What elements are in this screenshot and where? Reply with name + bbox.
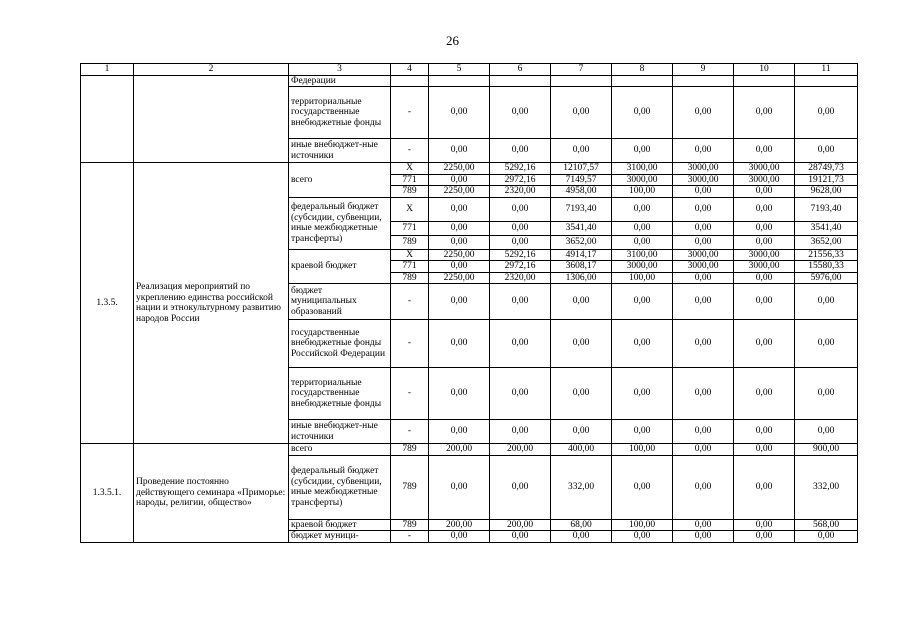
value-cell: 0,00 bbox=[551, 368, 612, 420]
value-cell: 7193,40 bbox=[795, 197, 858, 221]
value-cell: 0,00 bbox=[734, 284, 795, 320]
value-cell: 0,00 bbox=[734, 87, 795, 139]
value-cell: 0,00 bbox=[795, 320, 858, 368]
source-name: краевой бюджет bbox=[289, 519, 391, 531]
value-cell: 0,00 bbox=[673, 420, 734, 444]
value-cell: 28749,73 bbox=[795, 163, 858, 175]
value-cell: 7193,40 bbox=[551, 197, 612, 221]
source-name: всего bbox=[289, 444, 391, 456]
table-body bbox=[81, 64, 858, 543]
column-header: 11 bbox=[795, 64, 858, 76]
value-cell: 0,00 bbox=[490, 420, 551, 444]
value-cell: 0,00 bbox=[673, 197, 734, 221]
value-cell: 2250,00 bbox=[429, 186, 490, 198]
value-cell: 100,00 bbox=[612, 186, 673, 198]
value-cell: 0,00 bbox=[673, 444, 734, 456]
table-row bbox=[81, 64, 858, 76]
value-cell: 0,00 bbox=[551, 139, 612, 163]
value-cell: 0,00 bbox=[429, 455, 490, 519]
value-cell: 0,00 bbox=[490, 235, 551, 249]
value-cell: 3000,00 bbox=[612, 174, 673, 186]
value-cell: 0,00 bbox=[429, 87, 490, 139]
value-cell: 15580,33 bbox=[795, 261, 858, 273]
value-cell: 0,00 bbox=[673, 221, 734, 235]
code-cell: 789 bbox=[391, 186, 429, 198]
code-cell: X bbox=[391, 249, 429, 261]
value-cell: 2250,00 bbox=[429, 272, 490, 284]
code-cell: 789 bbox=[391, 235, 429, 249]
source-name: краевой бюджет bbox=[289, 249, 391, 284]
value-cell: 0,00 bbox=[673, 284, 734, 320]
source-name: всего bbox=[289, 163, 391, 198]
code-cell: 771 bbox=[391, 221, 429, 235]
value-cell: 0,00 bbox=[673, 519, 734, 531]
source-name: федеральный бюджет (субсидии, субвенции, иные межбюджетные трансферты) bbox=[289, 197, 391, 249]
value-cell: 0,00 bbox=[734, 519, 795, 531]
value-cell: 0,00 bbox=[612, 420, 673, 444]
value-cell: 100,00 bbox=[612, 444, 673, 456]
value-cell: 0,00 bbox=[734, 444, 795, 456]
value-cell: 0,00 bbox=[612, 235, 673, 249]
value-cell: 0,00 bbox=[551, 531, 612, 543]
value-cell: 3000,00 bbox=[673, 249, 734, 261]
value-cell: 0,00 bbox=[795, 139, 858, 163]
value-cell: 0,00 bbox=[429, 235, 490, 249]
code-cell: - bbox=[391, 139, 429, 163]
value-cell: 0,00 bbox=[429, 197, 490, 221]
code-cell: 771 bbox=[391, 261, 429, 273]
value-cell: 0,00 bbox=[429, 320, 490, 368]
source-name: федеральный бюджет (субсидии, субвенции, иные межбюджетные трансферты) bbox=[289, 455, 391, 519]
column-header: 3 bbox=[289, 64, 391, 76]
value-cell: 3541,40 bbox=[551, 221, 612, 235]
value-cell bbox=[490, 75, 551, 87]
value-cell: 12107,57 bbox=[551, 163, 612, 175]
value-cell: 9628,00 bbox=[795, 186, 858, 198]
value-cell: 0,00 bbox=[673, 272, 734, 284]
budget-table bbox=[80, 63, 858, 543]
value-cell: 0,00 bbox=[429, 139, 490, 163]
value-cell bbox=[429, 75, 490, 87]
value-cell: 568,00 bbox=[795, 519, 858, 531]
source-name: иные внебюджет-ные источники bbox=[289, 139, 391, 163]
code-cell: 789 bbox=[391, 444, 429, 456]
value-cell: 100,00 bbox=[612, 519, 673, 531]
value-cell: 0,00 bbox=[429, 531, 490, 543]
value-cell: 0,00 bbox=[795, 368, 858, 420]
value-cell: 0,00 bbox=[795, 284, 858, 320]
value-cell: 19121,73 bbox=[795, 174, 858, 186]
value-cell: 0,00 bbox=[490, 139, 551, 163]
code-cell: - bbox=[391, 87, 429, 139]
code-cell: - bbox=[391, 320, 429, 368]
column-header: 9 bbox=[673, 64, 734, 76]
value-cell: 0,00 bbox=[734, 531, 795, 543]
value-cell: 0,00 bbox=[490, 368, 551, 420]
value-cell: 3000,00 bbox=[734, 163, 795, 175]
item-number: 1.3.5. bbox=[81, 163, 134, 444]
value-cell: 2972,16 bbox=[490, 261, 551, 273]
source-name: Федерации bbox=[289, 75, 391, 87]
table-cell bbox=[134, 75, 289, 163]
table-cell bbox=[81, 75, 134, 163]
value-cell: 4958,00 bbox=[551, 186, 612, 198]
value-cell: 3100,00 bbox=[612, 249, 673, 261]
value-cell: 0,00 bbox=[429, 420, 490, 444]
value-cell: 0,00 bbox=[673, 531, 734, 543]
value-cell: 3000,00 bbox=[673, 174, 734, 186]
value-cell: 0,00 bbox=[673, 368, 734, 420]
value-cell bbox=[795, 75, 858, 87]
value-cell: 0,00 bbox=[612, 531, 673, 543]
source-name: территориальные государственные внебюджетные фонды bbox=[289, 87, 391, 139]
code-cell: X bbox=[391, 163, 429, 175]
value-cell: 5292,16 bbox=[490, 249, 551, 261]
value-cell: 0,00 bbox=[734, 221, 795, 235]
value-cell bbox=[551, 75, 612, 87]
value-cell: 0,00 bbox=[612, 455, 673, 519]
value-cell: 200,00 bbox=[429, 519, 490, 531]
value-cell: 200,00 bbox=[429, 444, 490, 456]
code-cell bbox=[391, 75, 429, 87]
value-cell: 5976,00 bbox=[795, 272, 858, 284]
value-cell: 0,00 bbox=[490, 455, 551, 519]
value-cell: 0,00 bbox=[734, 368, 795, 420]
table-row bbox=[81, 75, 858, 87]
column-header: 1 bbox=[81, 64, 134, 76]
value-cell: 0,00 bbox=[551, 87, 612, 139]
value-cell: 0,00 bbox=[612, 284, 673, 320]
value-cell: 0,00 bbox=[734, 272, 795, 284]
value-cell: 0,00 bbox=[673, 139, 734, 163]
value-cell: 0,00 bbox=[429, 221, 490, 235]
source-name: государственные внебюджетные фонды Российской Федерации bbox=[289, 320, 391, 368]
value-cell: 0,00 bbox=[795, 87, 858, 139]
table-row bbox=[81, 163, 858, 175]
value-cell: 0,00 bbox=[612, 320, 673, 368]
value-cell: 0,00 bbox=[612, 139, 673, 163]
value-cell: 3000,00 bbox=[673, 261, 734, 273]
value-cell: 0,00 bbox=[734, 186, 795, 198]
value-cell: 0,00 bbox=[734, 235, 795, 249]
value-cell: 0,00 bbox=[490, 531, 551, 543]
value-cell: 1306,00 bbox=[551, 272, 612, 284]
value-cell: 0,00 bbox=[429, 284, 490, 320]
code-cell: - bbox=[391, 420, 429, 444]
value-cell: 332,00 bbox=[795, 455, 858, 519]
value-cell: 0,00 bbox=[490, 221, 551, 235]
value-cell: 200,00 bbox=[490, 444, 551, 456]
value-cell: 3000,00 bbox=[734, 174, 795, 186]
value-cell: 0,00 bbox=[551, 320, 612, 368]
value-cell: 0,00 bbox=[673, 455, 734, 519]
value-cell: 0,00 bbox=[673, 235, 734, 249]
value-cell: 0,00 bbox=[795, 420, 858, 444]
code-cell: - bbox=[391, 284, 429, 320]
value-cell: 68,00 bbox=[551, 519, 612, 531]
value-cell: 0,00 bbox=[612, 87, 673, 139]
value-cell: 7149,57 bbox=[551, 174, 612, 186]
value-cell: 0,00 bbox=[673, 320, 734, 368]
value-cell: 3100,00 bbox=[612, 163, 673, 175]
code-cell: - bbox=[391, 531, 429, 543]
value-cell: 0,00 bbox=[490, 320, 551, 368]
value-cell: 4914,17 bbox=[551, 249, 612, 261]
code-cell: 771 bbox=[391, 174, 429, 186]
source-name: бюджет муниципальных образований bbox=[289, 284, 391, 320]
value-cell: 0,00 bbox=[490, 284, 551, 320]
value-cell: 0,00 bbox=[734, 455, 795, 519]
value-cell: 3000,00 bbox=[612, 261, 673, 273]
value-cell: 5292,16 bbox=[490, 163, 551, 175]
value-cell: 2320,00 bbox=[490, 186, 551, 198]
value-cell: 0,00 bbox=[429, 261, 490, 273]
column-header: 7 bbox=[551, 64, 612, 76]
code-cell: 789 bbox=[391, 272, 429, 284]
value-cell: 332,00 bbox=[551, 455, 612, 519]
value-cell: 3541,40 bbox=[795, 221, 858, 235]
code-cell: 789 bbox=[391, 519, 429, 531]
item-number: 1.3.5.1. bbox=[81, 444, 134, 543]
page-number: 26 bbox=[446, 33, 459, 48]
value-cell: 0,00 bbox=[612, 221, 673, 235]
value-cell: 0,00 bbox=[734, 420, 795, 444]
source-name: иные внебюджет-ные источники bbox=[289, 420, 391, 444]
value-cell: 0,00 bbox=[673, 186, 734, 198]
item-name: Реализация мероприятий по укреплению единства российской нации и этнокультурному развитию народов России bbox=[134, 163, 289, 444]
code-cell: - bbox=[391, 368, 429, 420]
value-cell bbox=[673, 75, 734, 87]
value-cell: 0,00 bbox=[734, 197, 795, 221]
source-name: территориальные государственные внебюджетные фонды bbox=[289, 368, 391, 420]
value-cell: 2250,00 bbox=[429, 163, 490, 175]
value-cell: 3000,00 bbox=[734, 249, 795, 261]
value-cell bbox=[734, 75, 795, 87]
value-cell: 400,00 bbox=[551, 444, 612, 456]
code-cell: X bbox=[391, 197, 429, 221]
source-name: бюджет муници- bbox=[289, 531, 391, 543]
table-row bbox=[81, 444, 858, 456]
value-cell: 2250,00 bbox=[429, 249, 490, 261]
column-header: 4 bbox=[391, 64, 429, 76]
value-cell: 900,00 bbox=[795, 444, 858, 456]
value-cell: 0,00 bbox=[429, 174, 490, 186]
value-cell: 2972,16 bbox=[490, 174, 551, 186]
code-cell: 789 bbox=[391, 455, 429, 519]
value-cell: 0,00 bbox=[551, 420, 612, 444]
value-cell: 2320,00 bbox=[490, 272, 551, 284]
value-cell: 0,00 bbox=[429, 368, 490, 420]
value-cell: 0,00 bbox=[734, 320, 795, 368]
value-cell: 0,00 bbox=[612, 368, 673, 420]
value-cell: 200,00 bbox=[490, 519, 551, 531]
column-header: 6 bbox=[490, 64, 551, 76]
value-cell: 3000,00 bbox=[734, 261, 795, 273]
value-cell: 3608,17 bbox=[551, 261, 612, 273]
column-header: 10 bbox=[734, 64, 795, 76]
value-cell: 3000,00 bbox=[673, 163, 734, 175]
value-cell: 0,00 bbox=[795, 531, 858, 543]
column-header: 5 bbox=[429, 64, 490, 76]
value-cell: 100,00 bbox=[612, 272, 673, 284]
value-cell: 0,00 bbox=[551, 284, 612, 320]
column-header: 8 bbox=[612, 64, 673, 76]
value-cell: 21556,33 bbox=[795, 249, 858, 261]
value-cell: 0,00 bbox=[612, 197, 673, 221]
value-cell: 3652,00 bbox=[795, 235, 858, 249]
item-name: Проведение постоянно действующего семинара «Приморье: народы, религии, общество» bbox=[134, 444, 289, 543]
value-cell: 0,00 bbox=[734, 139, 795, 163]
value-cell: 3652,00 bbox=[551, 235, 612, 249]
value-cell: 0,00 bbox=[673, 87, 734, 139]
value-cell: 0,00 bbox=[490, 197, 551, 221]
value-cell: 0,00 bbox=[490, 87, 551, 139]
column-header: 2 bbox=[134, 64, 289, 76]
value-cell bbox=[612, 75, 673, 87]
